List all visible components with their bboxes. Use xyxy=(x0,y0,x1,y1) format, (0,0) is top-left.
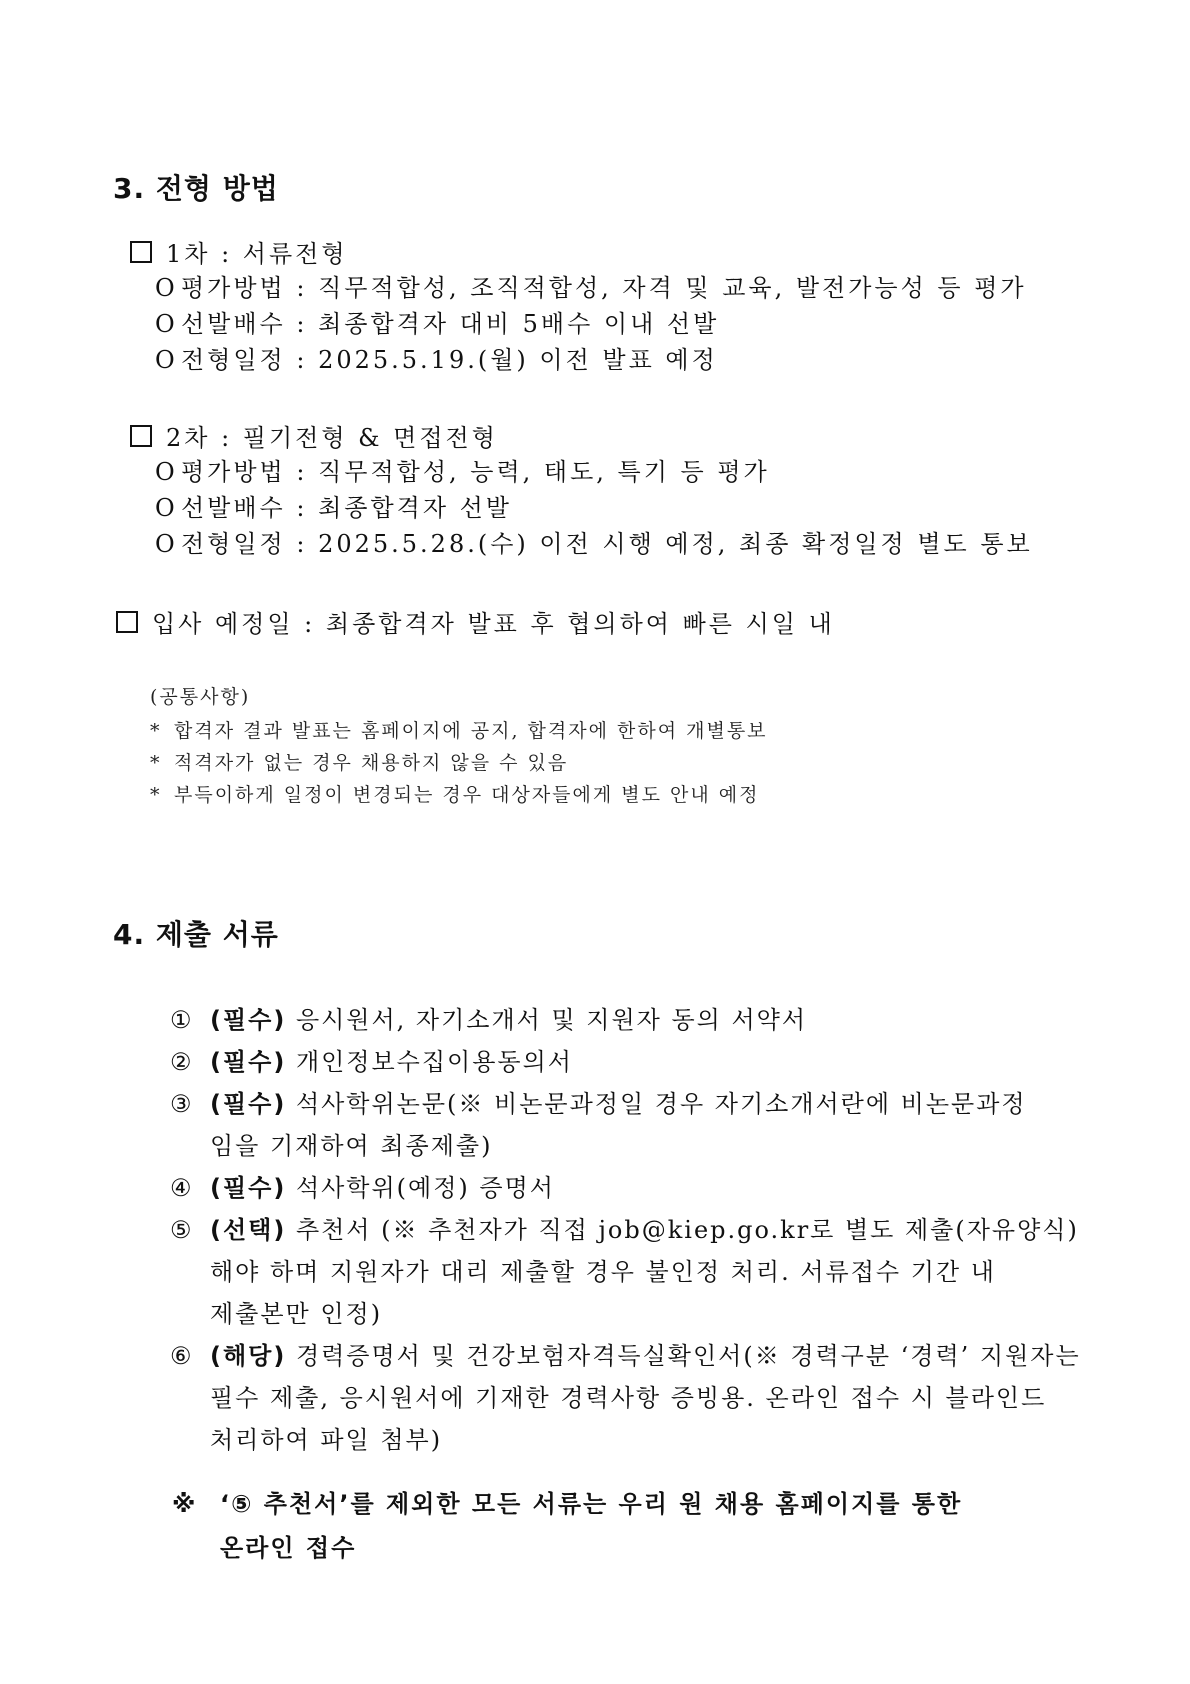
document-item xyxy=(170,1210,1079,1245)
final-note xyxy=(172,1484,962,1519)
checkbox-icon xyxy=(130,241,152,263)
common-note xyxy=(150,716,768,743)
stage2-header-text: 2차 : 필기전형 & 면접전형 xyxy=(166,424,498,452)
item-text: 석사학위논문(※ 비논문과정일 경우 자기소개서란에 비논문과정 xyxy=(286,1090,1027,1118)
item-continuation: 임을 기재하여 최종제출) xyxy=(210,1132,493,1160)
checkbox-icon xyxy=(116,611,138,633)
item-number: ④ xyxy=(170,1174,194,1202)
stage2-item xyxy=(155,452,770,487)
item-tag: (해당) xyxy=(210,1342,287,1370)
stage1-item-text: 평가방법 : 직무적합성, 조직적합성, 자격 및 교육, 발전가능성 등 평가 xyxy=(181,274,1027,302)
bullet-mark: O xyxy=(155,530,178,558)
start-date xyxy=(116,604,835,639)
stage1-header-text: 1차 : 서류전형 xyxy=(166,240,348,268)
common-notes-header: (공통사항) xyxy=(150,686,251,708)
item-tag: (필수) xyxy=(210,1048,287,1076)
section-4-title: 4. 제출 서류 xyxy=(113,918,279,951)
stage2-item-text: 선발배수 : 최종합격자 선발 xyxy=(181,494,512,522)
item-number: ① xyxy=(170,1006,194,1034)
item-tag: (필수) xyxy=(210,1090,287,1118)
item-continuation: 필수 제출, 응시원서에 기재한 경력사항 증빙용. 온라인 접수 시 블라인드 xyxy=(210,1384,1047,1412)
bullet-mark: O xyxy=(155,494,178,522)
document-item xyxy=(170,1084,1027,1119)
stage2-header xyxy=(130,418,498,453)
bullet-mark: O xyxy=(155,458,178,486)
item-number: ⑥ xyxy=(170,1342,194,1370)
common-note-text: 부득이하게 일정이 변경되는 경우 대상자들에게 별도 안내 예정 xyxy=(174,784,760,806)
item-tag: (선택) xyxy=(210,1216,287,1244)
item-continuation: 처리하여 파일 첨부) xyxy=(210,1426,443,1454)
stage1-item xyxy=(155,304,719,339)
item-text: 석사학위(예정) 증명서 xyxy=(286,1174,555,1202)
item-continuation: 제출본만 인정) xyxy=(210,1300,383,1328)
asterisk-mark: * xyxy=(150,784,162,806)
item-number: ③ xyxy=(170,1090,194,1118)
item-tag: (필수) xyxy=(210,1174,287,1202)
asterisk-mark: * xyxy=(150,720,162,742)
bullet-mark: O xyxy=(155,346,178,374)
common-note xyxy=(150,748,568,775)
stage2-item-text: 평가방법 : 직무적합성, 능력, 태도, 특기 등 평가 xyxy=(181,458,770,486)
asterisk-mark: * xyxy=(150,752,162,774)
document-item xyxy=(170,1336,1081,1371)
bullet-mark: O xyxy=(155,274,178,302)
checkbox-icon xyxy=(130,425,152,447)
start-date-text: 입사 예정일 : 최종합격자 발표 후 협의하여 빠른 시일 내 xyxy=(152,610,835,638)
common-note-text: 적격자가 없는 경우 채용하지 않을 수 있음 xyxy=(174,752,569,774)
stage1-item-text: 선발배수 : 최종합격자 대비 5배수 이내 선발 xyxy=(181,310,720,338)
stage2-item xyxy=(155,524,1033,559)
common-note-text: 합격자 결과 발표는 홈페이지에 공지, 합격자에 한하여 개별통보 xyxy=(174,720,768,742)
item-continuation: 해야 하며 지원자가 대리 제출할 경우 불인정 처리. 서류접수 기간 내 xyxy=(210,1258,996,1286)
common-note xyxy=(150,780,759,807)
final-note-line: 온라인 접수 xyxy=(220,1534,357,1562)
document-item xyxy=(170,1168,555,1203)
stage2-item-text: 전형일정 : 2025.5.28.(수) 이전 시행 예정, 최종 확정일정 별도 통보 xyxy=(181,530,1033,558)
section-3-title: 3. 전형 방법 xyxy=(113,172,279,205)
bullet-mark: O xyxy=(155,310,178,338)
item-text: 개인정보수집이용동의서 xyxy=(286,1048,573,1076)
stage1-item xyxy=(155,268,1027,303)
stage1-header xyxy=(130,234,348,269)
stage2-item xyxy=(155,488,512,523)
item-number: ② xyxy=(170,1048,194,1076)
item-text: 응시원서, 자기소개서 및 지원자 동의 서약서 xyxy=(286,1006,808,1034)
final-note-line: ‘⑤ 추천서’를 제외한 모든 서류는 우리 원 채용 홈페이지를 통한 xyxy=(220,1490,963,1518)
item-text: 경력증명서 및 건강보험자격득실확인서(※ 경력구분 ‘경력’ 지원자는 xyxy=(286,1342,1081,1370)
reference-mark: ※ xyxy=(172,1490,198,1518)
item-tag: (필수) xyxy=(210,1006,287,1034)
document-item xyxy=(170,1000,807,1035)
stage1-item xyxy=(155,340,718,375)
item-text: 추천서 (※ 추천자가 직접 job@kiep.go.kr로 별도 제출(자유양식) xyxy=(286,1216,1079,1244)
item-number: ⑤ xyxy=(170,1216,194,1244)
stage1-item-text: 전형일정 : 2025.5.19.(월) 이전 발표 예정 xyxy=(181,346,718,374)
document-item xyxy=(170,1042,573,1077)
